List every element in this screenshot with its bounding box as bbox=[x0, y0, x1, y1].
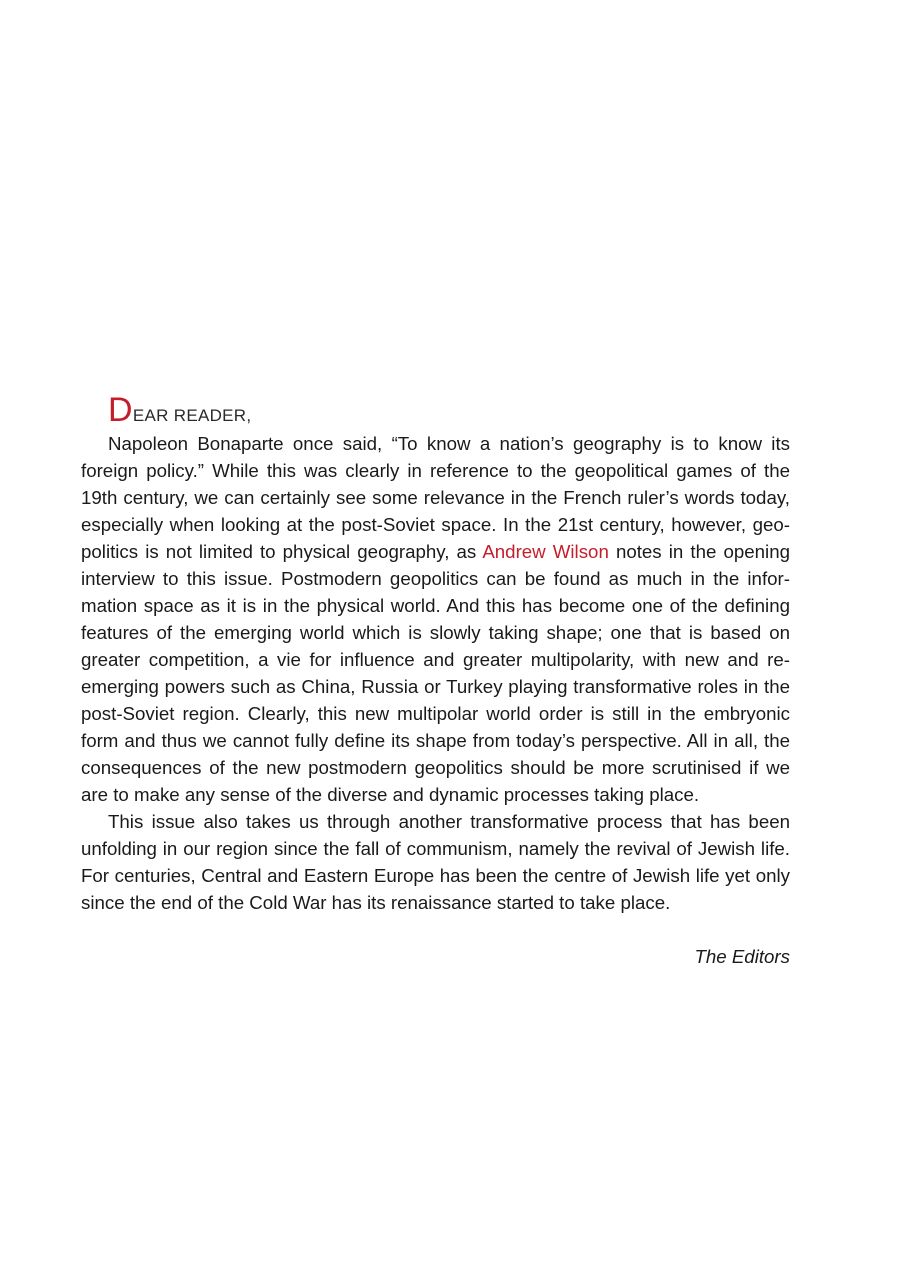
signature: The Editors bbox=[694, 946, 790, 967]
paragraph-1-text-a: Napoleon Bonaparte once said, “To know a nation’s geography is to know its foreign policy.” While this was clearly in reference to the geopolitical games of the 19th century, we can certainly see some relevance in the French ruler’s words today, especially when looking at the post-Soviet space. In the 21st century, however, geo-politics is not limited to physical geography, as bbox=[81, 433, 790, 562]
salutation-heading bbox=[108, 390, 790, 430]
salutation-text: EAR READER, bbox=[132, 406, 252, 425]
editorial-letter bbox=[81, 390, 790, 970]
letter-body bbox=[81, 430, 790, 916]
author-name-highlight: Andrew Wilson bbox=[482, 541, 609, 562]
drop-cap: D bbox=[108, 391, 133, 429]
paragraph-2: This issue also takes us through another transformative process that has been unfolding in our region since the fall of communism, namely the revival of Jewish life. For centuries, Central and Eastern Europe has been the centre of Jewish life yet only since the end of the Cold War has its renaissance started to take place. bbox=[81, 811, 790, 913]
paragraph-1-text-b: notes in the opening interview to this issue. Postmodern geopolitics can be found as much in the infor-mation space as it is in the physical world. And this has become one of the defining features of the emerging world which is slowly taking shape; one that is based on greater competition, a vie for influence and greater multipolarity, with new and re-emerging powers such as China, Russia or Turkey playing transformative roles in the post-Soviet region. Clearly, this new multipolar world order is still in the embryonic form and thus we cannot fully define its shape from today’s perspective. All in all, the consequences of the new postmodern geopolitics should be more scrutinised if we are to make any sense of the diverse and dynamic processes taking place. bbox=[81, 541, 790, 805]
paragraph-1 bbox=[81, 430, 790, 808]
